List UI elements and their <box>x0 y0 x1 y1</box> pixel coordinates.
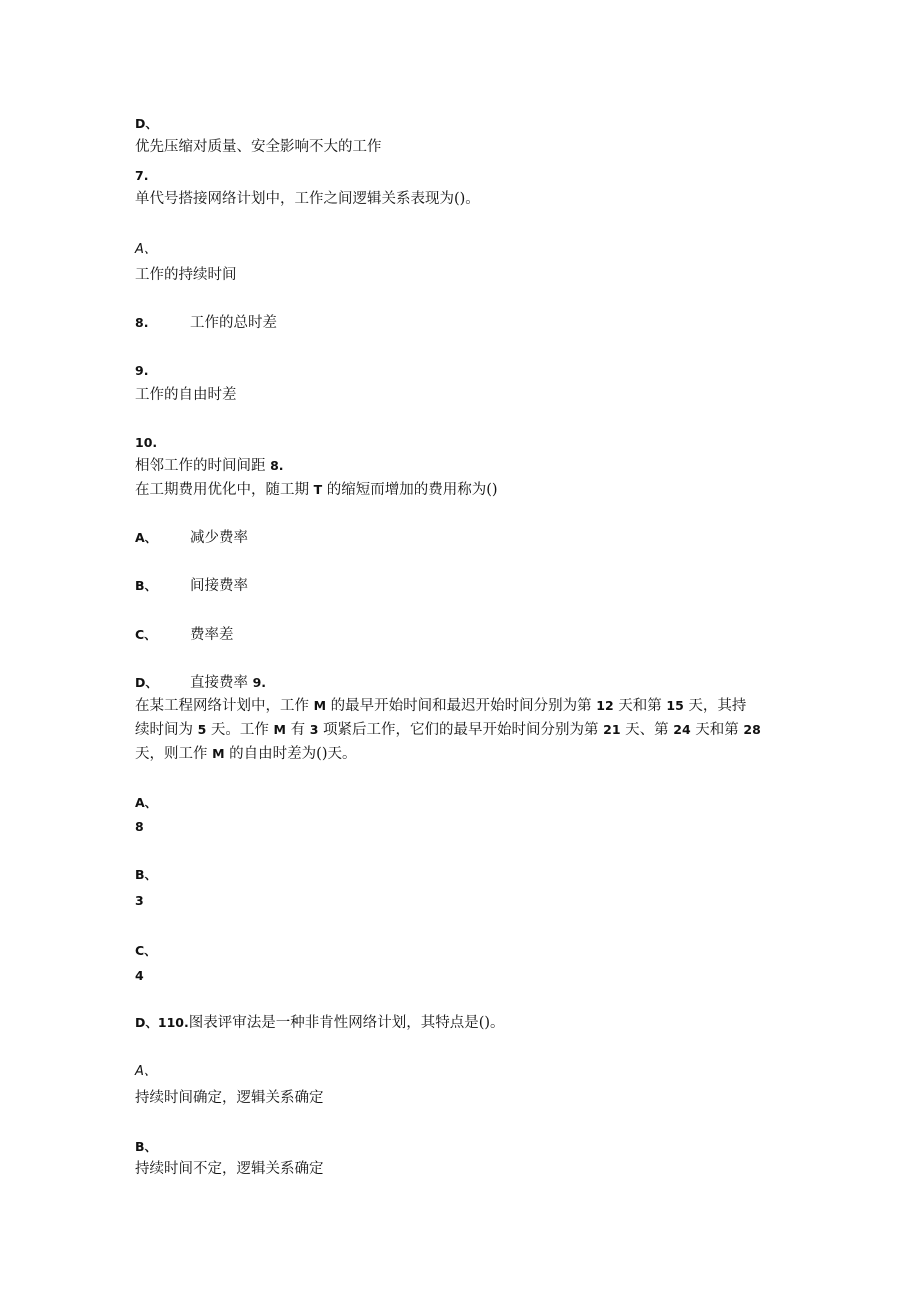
option-text: 直接费率 9. <box>190 675 267 691</box>
question-text-line-2: 续时间为 5 天。工作 M 有 3 项紧后工作，它们的最早开始时间分别为第 21 天、第 24 天和第 28 <box>135 722 761 738</box>
option-text: 工作的持续时间 <box>135 267 237 283</box>
question-text: 单代号搭接网络计划中，工作之间逻辑关系表现为()。 <box>135 191 480 207</box>
option-row-a <box>135 528 248 548</box>
question-text: 图表评审法是一种非肯性网络计划，其特点是()。 <box>188 1015 505 1031</box>
item-number: 8. <box>135 315 149 330</box>
option-row-d <box>135 673 267 693</box>
question-number-8: 8. <box>270 458 284 473</box>
option-text: 持续时间确定，逻辑关系确定 <box>135 1090 324 1106</box>
option-value: 4 <box>135 968 144 983</box>
item-text: 工作的总时差 <box>190 315 277 331</box>
option-value: 8 <box>135 819 144 834</box>
option-label-d: D、 <box>135 116 158 131</box>
question-text-line-1: 在某工程网络计划中，工作 M 的最早开始时间和最迟开始时间分别为第 12 天和第 15 天，其持 <box>135 698 747 714</box>
question-text-line-3: 天，则工作 M 的自由时差为()天。 <box>135 746 357 762</box>
option-row-b <box>135 576 248 596</box>
option-label-b: B、 <box>135 578 158 593</box>
option-label-d: D、 <box>135 675 158 690</box>
item-number: 9. <box>135 363 149 378</box>
option-label-a: A、 <box>135 795 158 810</box>
option-label-a: A、 <box>135 242 157 257</box>
option-text: 持续时间不定，逻辑关系确定 <box>135 1161 324 1177</box>
item-text-main: 相邻工作的时间间距 <box>135 458 266 474</box>
option-label-c: C、 <box>135 627 157 642</box>
option-label-c: C、 <box>135 943 157 958</box>
option-value: 3 <box>135 893 144 908</box>
option-text: 减少费率 <box>190 530 248 546</box>
option-label-b: B、 <box>135 1139 158 1154</box>
option-text: 间接费率 <box>190 578 248 594</box>
question-number-9: 9. <box>252 675 267 690</box>
list-item <box>135 313 277 333</box>
option-label-a: A、 <box>135 530 158 545</box>
option-label-b: B、 <box>135 867 158 882</box>
option-row-d-question <box>135 1013 505 1033</box>
item-number: 10. <box>135 435 158 450</box>
item-text <box>135 456 284 476</box>
question-text: 在工期费用优化中，随工期 T 的缩短而增加的费用称为() <box>135 482 498 498</box>
option-text: 费率差 <box>190 627 234 643</box>
option-label-d: D、110. <box>135 1015 189 1030</box>
option-row-c <box>135 625 234 645</box>
option-label-a: A、 <box>135 1064 157 1079</box>
option-text: 优先压缩对质量、安全影响不大的工作 <box>135 139 382 155</box>
item-text: 工作的自由时差 <box>135 387 237 403</box>
question-number-7: 7. <box>135 168 149 183</box>
